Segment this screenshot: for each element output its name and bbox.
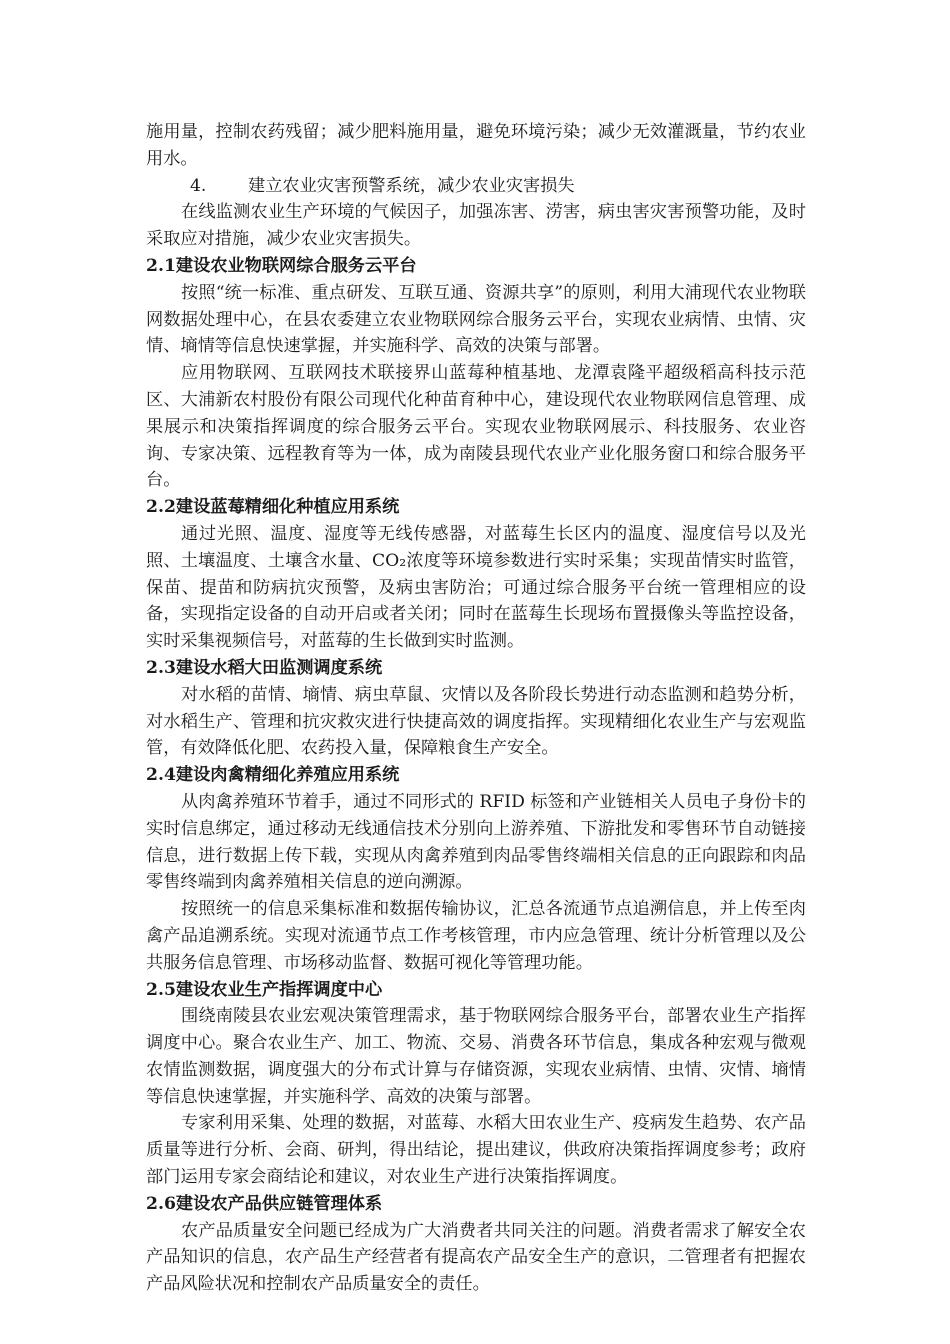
section-heading-2-4 [146,762,806,789]
section-number: 2.6 [146,1193,176,1214]
section-number: 2.4 [146,765,176,786]
section-2-2-paragraph: 通过光照、温度、湿度等无线传感器，对蓝莓生长区内的温度、湿度信号以及光照、土壤温度、土壤含水量、CO₂浓度等环境参数进行实时采集；实现苗情实时监管，保苗、提苗和防病抗灾预警，及病虫害防治；可通过综合服务平台统一管理相应的设备，实现指定设备的自动开启或者关闭；同时在蓝莓生长现场布置摄像头等监控设备，实时采集视频信号，对蓝莓的生长做到实时监测。 [146,523,806,652]
section-title: 建设蓝莓精细化种植应用系统 [175,497,400,518]
document-page [146,119,806,1298]
section-title: 建设农业生产指挥调度中心 [175,979,383,1000]
section-heading-2-1 [146,253,806,280]
section-heading-2-2 [146,494,806,521]
section-heading-2-3 [146,655,806,682]
list-item-4-body: 在线监测农业生产环境的气候因子，加强冻害、涝害，病虫害灾害预警功能，及时采取应对措施，减少农业灾害损失。 [146,202,806,250]
section-2-4-paragraph: 按照统一的信息采集标准和数据传输协议，汇总各流通节点追溯信息，并上传至肉禽产品追溯系统。实现对流通节点工作考核管理，市内应急管理、统计分析管理以及公共服务信息管理、市场移动监督、数据可视化等管理功能。 [146,899,806,973]
list-item-number: 4. [190,175,207,196]
section-title: 建设水稻大田监测调度系统 [175,657,383,678]
section-heading-2-6 [146,1191,806,1218]
section-number: 2.1 [146,255,176,276]
section-number: 2.2 [146,497,176,518]
section-2-5-paragraph: 专家利用采集、处理的数据，对蓝莓、水稻大田农业生产、疫病发生趋势、农产品质量等进行分析、会商、研判，得出结论，提出建议，供政府决策指挥调度参考；政府部门运用专家会商结论和建议，对农业生产进行决策指挥调度。 [146,1113,806,1188]
section-title: 建设农产品供应链管理体系 [175,1193,383,1214]
section-number: 2.5 [146,979,176,1000]
section-heading-2-5 [146,977,806,1004]
section-2-4-paragraph: 从肉禽养殖环节着手，通过不同形式的 RFID 标签和产业链相关人员电子身份卡的实时信息绑定，通过移动无线通信技术分别向上游养殖、下游批发和零售环节自动链接信息，进行数据上传下载，实现从肉禽养殖到肉品零售终端相关信息的正向跟踪和肉品零售终端到肉禽养殖相关信息的逆向溯源。 [146,791,806,893]
list-item-text: 建立农业灾害预警系统，减少农业灾害损失 [248,175,575,196]
section-2-1-paragraph: 应用物联网、互联网技术联接界山蓝莓种植基地、龙潭袁隆平超级稻高科技示范区、大浦新农村股份有限公司现代化种苗育种中心，建设现代农业物联网信息管理、成果展示和决策指挥调度的综合服务云平台。实现农业物联网展示、科技服务、农业咨询、专家决策、远程教育等为一体，成为南陵县现代农业产业化服务窗口和综合服务平台。 [146,363,806,491]
section-2-6-paragraph: 农产品质量安全问题已经成为广大消费者共同关注的问题。消费者需求了解安全农产品知识的信息，农产品生产经营者有提高农产品安全生产的意识，二管理者有把握农产品风险状况和控制农产品质量安全的责任。 [146,1220,806,1295]
section-2-5-paragraph: 围绕南陵县农业宏观决策管理需求，基于物联网综合服务平台，部署农业生产指挥调度中心。聚合农业生产、加工、物流、交易、消费各环节信息，集成各种宏观与微观农情监测数据，调度强大的分布式计算与存储资源，实现农业病情、虫情、灾情、墒情等信息快速掌握，并实施科学、高效的决策与部署。 [146,1006,806,1107]
section-2-3-paragraph: 对水稻的苗情、墒情、病虫草鼠、灾情以及各阶段长势进行动态监测和趋势分析，对水稻生产、管理和抗灾救灾进行快捷高效的调度指挥。实现精细化农业生产与宏观监管，有效降低化肥、农药投入量，保障粮食生产安全。 [146,684,806,759]
section-title: 建设肉禽精细化养殖应用系统 [175,765,400,786]
section-title: 建设农业物联网综合服务云平台 [175,255,417,276]
section-number: 2.3 [146,657,176,678]
list-item-4 [146,173,806,200]
intro-paragraph: 施用量，控制农药残留；减少肥料施用量，避免环境污染；减少无效灌溉量，节约农业用水。 [146,122,806,169]
section-2-1-paragraph: 按照“统一标准、重点研发、互联互通、资源共享”的原则，利用大浦现代农业物联网数据处理中心，在县农委建立农业物联网综合服务云平台，实现农业病情、虫情、灾情、墒情等信息快速掌握，并实施科学、高效的决策与部署。 [146,282,806,357]
